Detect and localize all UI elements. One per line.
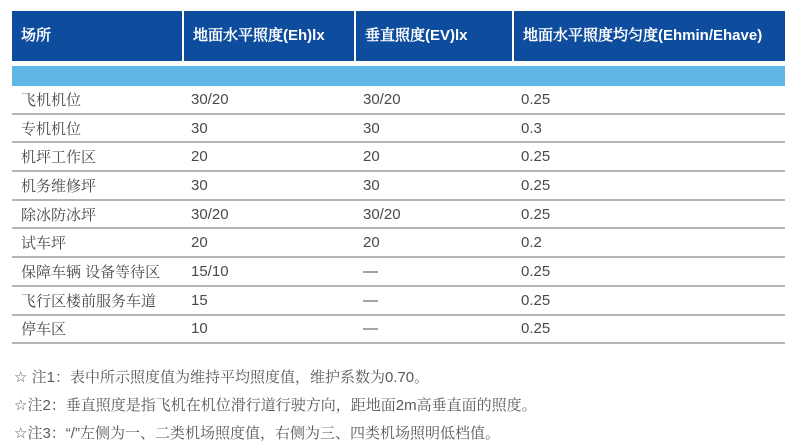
table-row	[12, 201, 785, 230]
ev-cell: —	[363, 291, 378, 309]
uniformity-cell: 0.25	[521, 320, 551, 338]
table-body	[12, 86, 785, 344]
header-vertical-illuminance: 垂直照度(EV)lx	[354, 11, 512, 61]
uniformity-cell: 0.25	[521, 148, 551, 166]
ev-cell: 30/20	[363, 205, 401, 223]
place-cell: 飞行区楼前服务车道	[21, 292, 157, 310]
place-cell: 专机机位	[21, 120, 82, 138]
header-place: 场所	[21, 27, 52, 44]
table-row	[12, 229, 785, 258]
ev-cell: 30	[363, 176, 380, 194]
eh-cell: 20	[191, 234, 208, 252]
eh-cell: 15	[191, 291, 208, 309]
ev-cell: 30/20	[363, 90, 401, 108]
place-cell: 飞机机位	[21, 91, 82, 109]
footnote-3: ☆注3：“/”左侧为一、二类机场照度值，右侧为三、四类机场照明低档值。	[14, 425, 500, 443]
footnote-1: ☆ 注1：表中所示照度值为维持平均照度值，维护系数为0.70。	[14, 369, 430, 387]
illuminance-table	[12, 11, 785, 344]
uniformity-cell: 0.25	[521, 205, 551, 223]
ev-cell: 30	[363, 119, 380, 137]
header-uniformity: 地面水平照度均匀度(Ehmin/Ehave)	[512, 11, 785, 61]
uniformity-cell: 0.3	[521, 119, 542, 137]
place-cell: 机坪工作区	[21, 149, 97, 167]
eh-cell: 30	[191, 119, 208, 137]
uniformity-cell: 0.25	[521, 291, 551, 309]
uniformity-cell: 0.25	[521, 90, 551, 108]
ev-cell: —	[363, 262, 378, 280]
place-cell: 停车区	[21, 321, 67, 339]
ev-cell: —	[363, 320, 378, 338]
eh-cell: 15/10	[191, 262, 229, 280]
place-cell: 保障车辆 设备等待区	[21, 263, 161, 281]
table-row	[12, 115, 785, 144]
highlight-band	[12, 66, 785, 86]
footnote-2: ☆注2：垂直照度是指飞机在机位滑行道行驶方向，距地面2m高垂直面的照度。	[14, 397, 537, 415]
table-row	[12, 172, 785, 201]
uniformity-cell: 0.25	[521, 176, 551, 194]
place-cell: 试车坪	[21, 235, 67, 253]
eh-cell: 20	[191, 148, 208, 166]
eh-cell: 30/20	[191, 205, 229, 223]
table-row	[12, 143, 785, 172]
eh-cell: 10	[191, 320, 208, 338]
place-cell: 除冰防冰坪	[21, 206, 97, 224]
ev-cell: 20	[363, 148, 380, 166]
uniformity-cell: 0.25	[521, 262, 551, 280]
eh-cell: 30	[191, 176, 208, 194]
place-cell: 机务维修坪	[21, 177, 97, 195]
table-row	[12, 287, 785, 316]
header-horizontal-illuminance: 地面水平照度(Eh)lx	[182, 11, 354, 61]
footnotes	[12, 365, 785, 446]
table-header-row	[12, 11, 785, 61]
table-row	[12, 316, 785, 345]
ev-cell: 20	[363, 234, 380, 252]
table-row	[12, 258, 785, 287]
table-row	[12, 86, 785, 115]
uniformity-cell: 0.2	[521, 234, 542, 252]
eh-cell: 30/20	[191, 90, 229, 108]
